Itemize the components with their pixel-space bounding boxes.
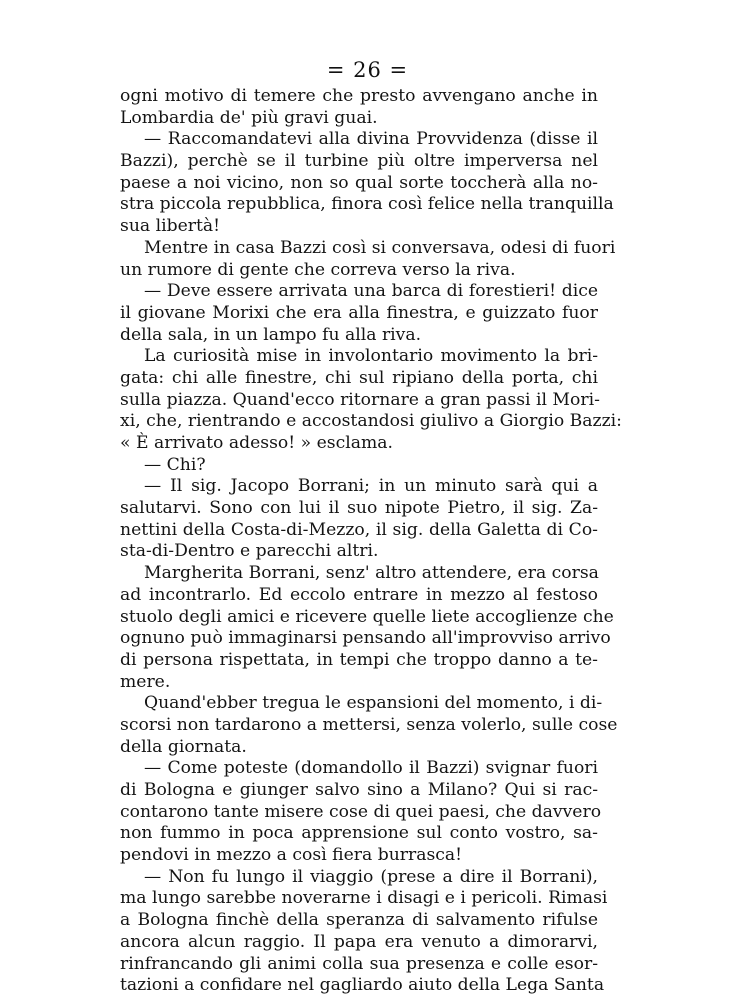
text-line: nettini della Costa-di-Mezzo, il sig. della Galetta di Co- xyxy=(120,519,598,540)
text-line: ogni motivo di temere che presto avvengano anche in xyxy=(120,86,598,106)
text-line: Lombardia de' più gravi guai. xyxy=(120,107,378,128)
text-line: — Raccomandatevi alla divina Provvidenza (disse il xyxy=(144,129,598,150)
text-line: ancora alcun raggio. Il papa era venuto a dimorarvi, xyxy=(120,931,598,952)
text-line: xi, che, rientrando e accostandosi giulivo a Giorgio Bazzi: xyxy=(120,411,622,432)
text-line: Bazzi), perchè se il turbine più oltre imperversa nel xyxy=(120,151,598,172)
body-text xyxy=(120,86,622,997)
text-line: — Come poteste (domandollo il Bazzi) svignar fuori xyxy=(144,758,598,779)
text-line: della giornata. xyxy=(120,736,247,757)
text-line: sulla piazza. Quand'ecco ritornare a gran passi il Mori- xyxy=(120,389,600,410)
text-line: scorsi non tardarono a mettersi, senza volerlo, sulle cose xyxy=(120,714,618,735)
text-line: Mentre in casa Bazzi così si conversava, odesi di fuori xyxy=(144,237,616,258)
text-line: a Bologna finchè della speranza di salvamento rifulse xyxy=(120,910,598,931)
text-line: paese a noi vicino, non so qual sorte toccherà alla no- xyxy=(120,172,598,193)
text-line: della sala, in un lampo fu alla riva. xyxy=(120,324,422,345)
text-line: — Deve essere arrivata una barca di forestieri! dice xyxy=(144,281,598,302)
text-line: La curiosità mise in involontario movimento la bri- xyxy=(144,346,598,367)
text-line: « È arrivato adesso! » esclama. xyxy=(120,433,393,453)
text-line: pendovi in mezzo a così fiera burrasca! xyxy=(120,845,463,866)
text-line: stuolo degli amici e ricevere quelle liete accoglienze che xyxy=(120,606,614,627)
text-line: Margherita Borrani, senz' altro attendere, era corsa xyxy=(144,563,599,584)
text-line: un rumore di gente che correva verso la riva. xyxy=(120,259,516,280)
text-line: stra piccola repubblica, finora così felice nella tranquilla xyxy=(120,194,614,215)
text-line: sua libertà! xyxy=(120,216,221,237)
text-line: Quand'ebber tregua le espansioni del momento, i di- xyxy=(144,693,603,714)
text-line: ma lungo sarebbe noverarne i disagi e i pericoli. Rimasi xyxy=(120,888,608,909)
text-line: di Bologna e giunger salvo sino a Milano? Qui si rac- xyxy=(120,780,598,800)
text-line: mere. xyxy=(120,671,171,692)
text-line: rinfrancando gli animi colla sua presenza e colle esor- xyxy=(120,953,598,974)
text-line: — Il sig. Jacopo Borrani; in un minuto sarà qui a xyxy=(144,476,598,497)
text-line: di persona rispettata, in tempi che troppo danno a te- xyxy=(120,649,598,670)
text-line: — Chi? xyxy=(144,454,206,475)
text-line: — Non fu lungo il viaggio (prese a dire il Borrani), xyxy=(144,866,598,887)
text-line: ognuno può immaginarsi pensando all'improvviso arrivo xyxy=(120,628,611,649)
text-line: ad incontrarlo. Ed eccolo entrare in mezzo al festoso xyxy=(120,584,598,605)
text-line: tazioni a confidare nel gagliardo aiuto della Lega Santa xyxy=(120,975,605,996)
text-line: non fummo in poca apprensione sul conto vostro, sa- xyxy=(120,823,598,844)
page-number: = 26 = xyxy=(326,58,409,82)
text-line: contarono tante misere cose di quei paesi, che davvero xyxy=(120,801,602,822)
text-line: salutarvi. Sono con lui il suo nipote Pietro, il sig. Za- xyxy=(120,498,598,519)
text-line: gata: chi alle finestre, chi sul ripiano della porta, chi xyxy=(120,367,598,388)
text-line: il giovane Morixi che era alla finestra, e guizzato fuor xyxy=(120,302,598,323)
text-line: sta-di-Dentro e parecchi altri. xyxy=(120,541,379,562)
